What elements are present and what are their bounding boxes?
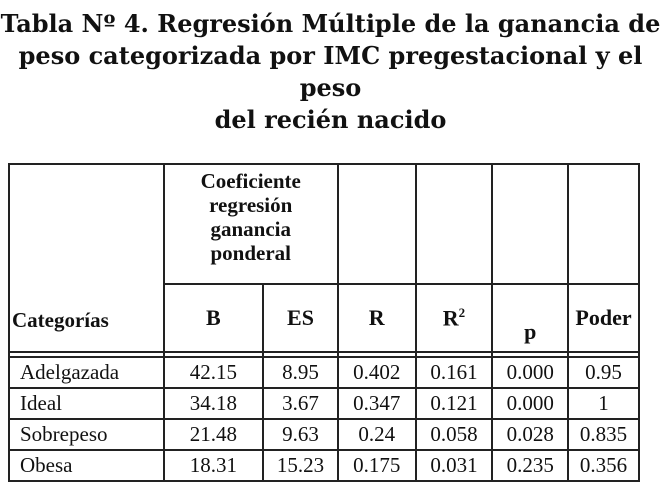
cell-es: 15.23 xyxy=(263,450,338,481)
cell-p: 0.000 xyxy=(492,388,568,419)
cell-p: 0.000 xyxy=(492,357,568,388)
header-coef-line-1: Coeficiente xyxy=(200,169,301,193)
header-coef-line-2: regresión xyxy=(209,193,293,217)
header-r2-base: R xyxy=(442,305,459,331)
header-coef-line-3: ganancia xyxy=(210,217,291,241)
table-row xyxy=(9,388,639,419)
cell-r2: 0.161 xyxy=(416,357,493,388)
table-row xyxy=(9,357,639,388)
cell-es: 3.67 xyxy=(263,388,338,419)
title-line-3: del recién nacido xyxy=(214,105,447,134)
header-r2-sup: 2 xyxy=(458,304,466,320)
title-line-1: Tabla Nº 4. Regresión Múltiple de la ganancia de xyxy=(0,9,661,38)
cell-es: 9.63 xyxy=(263,419,338,450)
cell-r2: 0.121 xyxy=(416,388,493,419)
header-r-top xyxy=(338,164,416,284)
regression-table xyxy=(8,163,640,482)
cell-b: 34.18 xyxy=(164,388,264,419)
cell-r2: 0.058 xyxy=(416,419,493,450)
cell-es: 8.95 xyxy=(263,357,338,388)
header-r2 xyxy=(416,284,493,352)
header-poder: Poder xyxy=(568,284,639,352)
header-categorias: Categorías xyxy=(9,164,164,352)
header-b: B xyxy=(164,284,264,352)
cell-r: 0.175 xyxy=(338,450,416,481)
cell-categoria: Obesa xyxy=(9,450,164,481)
cell-r2: 0.031 xyxy=(416,450,493,481)
header-p: p xyxy=(492,284,568,352)
cell-r: 0.402 xyxy=(338,357,416,388)
cell-categoria: Adelgazada xyxy=(9,357,164,388)
header-r2-top xyxy=(416,164,493,284)
cell-r: 0.24 xyxy=(338,419,416,450)
cell-poder: 1 xyxy=(568,388,639,419)
cell-p: 0.028 xyxy=(492,419,568,450)
header-poder-top xyxy=(568,164,639,284)
table-title xyxy=(0,8,661,136)
header-es: ES xyxy=(263,284,338,352)
title-line-2: peso categorizada por IMC pregestacional y el peso xyxy=(18,41,643,102)
cell-poder: 0.835 xyxy=(568,419,639,450)
cell-r: 0.347 xyxy=(338,388,416,419)
header-row-top xyxy=(9,164,639,284)
cell-b: 18.31 xyxy=(164,450,264,481)
cell-poder: 0.95 xyxy=(568,357,639,388)
cell-categoria: Sobrepeso xyxy=(9,419,164,450)
header-coeficiente xyxy=(164,164,338,284)
table-row xyxy=(9,450,639,481)
cell-b: 21.48 xyxy=(164,419,264,450)
header-r: R xyxy=(338,284,416,352)
cell-b: 42.15 xyxy=(164,357,264,388)
cell-poder: 0.356 xyxy=(568,450,639,481)
header-p-top xyxy=(492,164,568,284)
cell-categoria: Ideal xyxy=(9,388,164,419)
table-row xyxy=(9,419,639,450)
cell-p: 0.235 xyxy=(492,450,568,481)
header-coef-line-4: ponderal xyxy=(210,241,291,265)
